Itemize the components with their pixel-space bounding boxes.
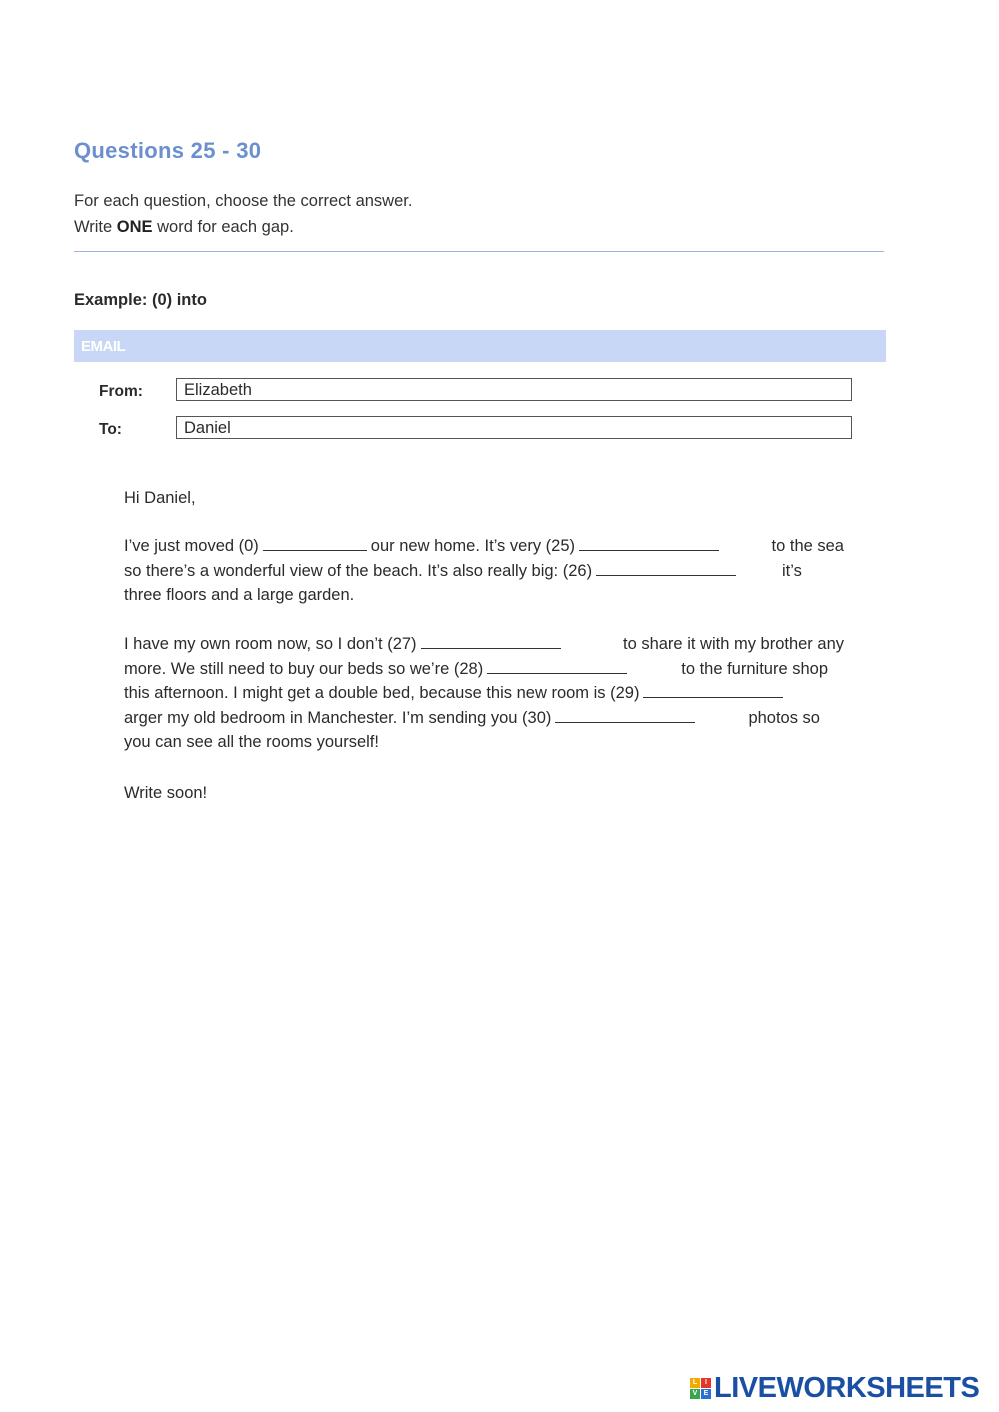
answer-gap-26[interactable] bbox=[596, 574, 736, 576]
instruction-line-2 bbox=[74, 218, 294, 237]
text-segment: our new home. It’s very (25) bbox=[370, 537, 575, 555]
from-field: Elizabeth bbox=[176, 378, 852, 401]
text-segment: it’s bbox=[782, 561, 802, 580]
example-line: Example: (0) into bbox=[74, 291, 207, 309]
text-line bbox=[124, 706, 844, 731]
text-segment: I have my own room now, so I don’t (27) bbox=[124, 635, 417, 653]
logo-text: LIVEWORKSHEETS bbox=[714, 1371, 980, 1404]
answer-gap-28[interactable] bbox=[487, 672, 627, 674]
text-line bbox=[124, 657, 844, 682]
instruction-text: Write bbox=[74, 218, 117, 236]
instruction-text: word for each gap. bbox=[152, 218, 294, 236]
text-segment: to share it with my brother any bbox=[622, 635, 844, 653]
to-field: Daniel bbox=[176, 416, 852, 439]
answer-gap-30[interactable] bbox=[555, 721, 695, 723]
letter-paragraph-2 bbox=[124, 632, 844, 755]
letter-greeting: Hi Daniel, bbox=[124, 489, 196, 507]
page-title: Questions 25 - 30 bbox=[74, 138, 262, 163]
letter-closing: Write soon! bbox=[124, 784, 208, 802]
email-header-bar bbox=[74, 330, 886, 362]
text-line: three floors and a large garden. bbox=[124, 586, 355, 604]
logo-tile: E bbox=[701, 1389, 711, 1399]
text-line bbox=[124, 534, 844, 559]
text-segment: arger my old bedroom in Manchester. I’m sending you (30) bbox=[124, 708, 552, 727]
liveworksheets-logo bbox=[690, 1372, 979, 1404]
answer-gap-27[interactable] bbox=[421, 647, 561, 649]
text-segment: I’ve just moved (0) bbox=[124, 537, 259, 555]
from-label: From: bbox=[99, 383, 143, 400]
to-label: To: bbox=[99, 421, 122, 438]
text-segment: so there’s a wonderful view of the beach. It’s also really big: (26) bbox=[124, 561, 593, 580]
divider bbox=[74, 251, 884, 252]
text-segment: photos so bbox=[748, 708, 820, 727]
text-segment: to the furniture shop bbox=[681, 659, 828, 678]
answer-gap-29[interactable] bbox=[643, 696, 783, 698]
instruction-line-1: For each question, choose the correct answer. bbox=[74, 192, 413, 210]
email-bar-label: EMAIL bbox=[81, 338, 126, 355]
logo-icon bbox=[690, 1378, 711, 1399]
text-segment: this afternoon. I might get a double bed, because this new room is (29) bbox=[124, 684, 640, 702]
instruction-bold: ONE bbox=[116, 218, 153, 236]
answer-gap-0 bbox=[263, 549, 367, 551]
logo-tile: V bbox=[690, 1389, 700, 1399]
letter-paragraph-1 bbox=[124, 534, 844, 608]
logo-tile: I bbox=[701, 1378, 711, 1388]
text-line: you can see all the rooms yourself! bbox=[124, 733, 379, 751]
answer-gap-25[interactable] bbox=[579, 549, 719, 551]
text-line bbox=[124, 559, 844, 584]
text-segment: more. We still need to buy our beds so we’re (28) bbox=[124, 659, 484, 678]
text-line bbox=[124, 681, 844, 706]
text-line bbox=[124, 632, 844, 657]
text-segment: to the sea bbox=[771, 537, 844, 555]
logo-tile: L bbox=[690, 1378, 700, 1388]
